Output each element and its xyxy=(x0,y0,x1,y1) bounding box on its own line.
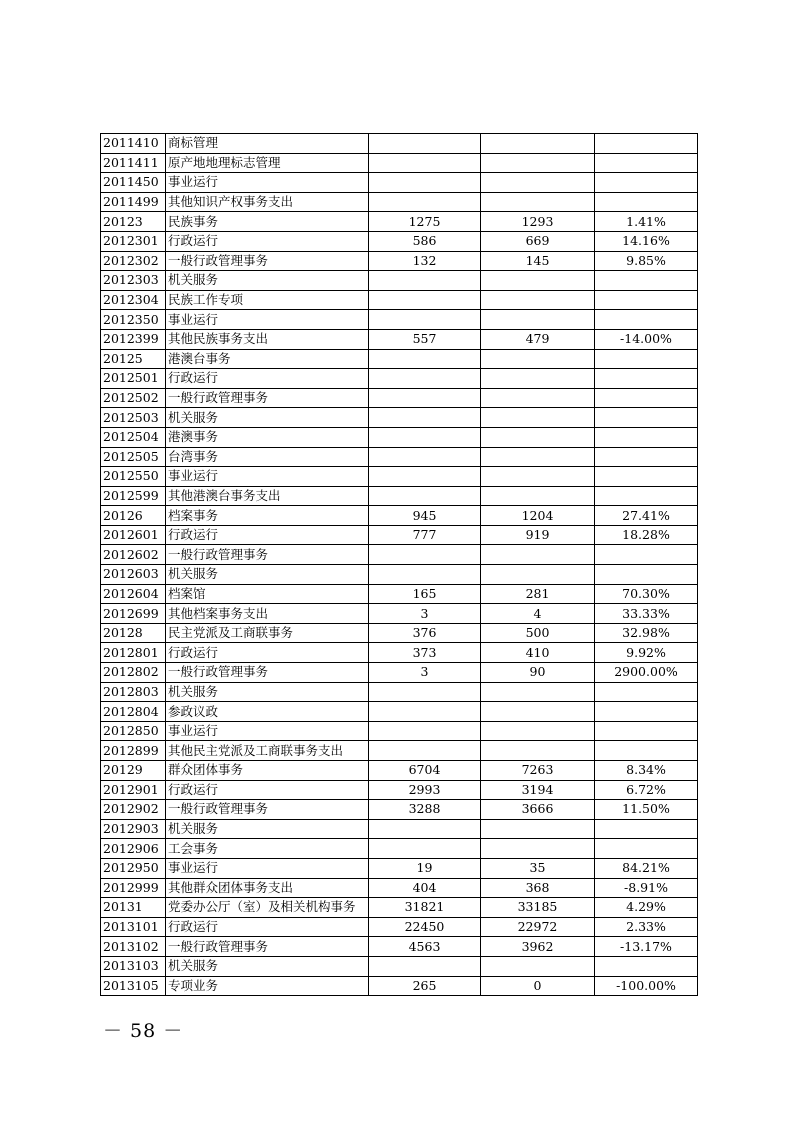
amount-prev-cell xyxy=(369,702,481,722)
item-code-cell: 2012901 xyxy=(101,780,166,800)
amount-prev-cell xyxy=(369,486,481,506)
table-row xyxy=(101,898,698,918)
table-row xyxy=(101,192,698,212)
change-rate-cell: 2.33% xyxy=(595,917,698,937)
amount-prev-cell xyxy=(369,721,481,741)
amount-curr-cell xyxy=(481,369,595,389)
table-row xyxy=(101,349,698,369)
change-rate-cell xyxy=(595,310,698,330)
table-row xyxy=(101,408,698,428)
item-code-cell: 20128 xyxy=(101,623,166,643)
amount-prev-cell xyxy=(369,956,481,976)
table-row xyxy=(101,721,698,741)
item-name-cell: 机关服务 xyxy=(166,565,369,585)
change-rate-cell: 33.33% xyxy=(595,604,698,624)
change-rate-cell xyxy=(595,134,698,154)
table-row xyxy=(101,486,698,506)
amount-prev-cell xyxy=(369,467,481,487)
amount-curr-cell xyxy=(481,408,595,428)
budget-table xyxy=(100,133,698,996)
table-row xyxy=(101,329,698,349)
item-name-cell: 机关服务 xyxy=(166,408,369,428)
table-row xyxy=(101,917,698,937)
change-rate-cell xyxy=(595,682,698,702)
item-code-cell: 2012999 xyxy=(101,878,166,898)
table-row xyxy=(101,369,698,389)
item-code-cell: 2012304 xyxy=(101,290,166,310)
amount-prev-cell: 265 xyxy=(369,976,481,996)
amount-curr-cell xyxy=(481,447,595,467)
item-code-cell: 2012302 xyxy=(101,251,166,271)
item-name-cell: 其他港澳台事务支出 xyxy=(166,486,369,506)
table-row xyxy=(101,604,698,624)
change-rate-cell xyxy=(595,819,698,839)
item-name-cell: 机关服务 xyxy=(166,819,369,839)
table-row xyxy=(101,623,698,643)
item-code-cell: 2012303 xyxy=(101,271,166,291)
amount-curr-cell: 500 xyxy=(481,623,595,643)
item-code-cell: 2012602 xyxy=(101,545,166,565)
change-rate-cell xyxy=(595,545,698,565)
item-name-cell: 事业运行 xyxy=(166,173,369,193)
amount-curr-cell: 368 xyxy=(481,878,595,898)
amount-curr-cell: 919 xyxy=(481,525,595,545)
item-code-cell: 2013103 xyxy=(101,956,166,976)
item-code-cell: 2012850 xyxy=(101,721,166,741)
item-code-cell: 2011450 xyxy=(101,173,166,193)
item-name-cell: 一般行政管理事务 xyxy=(166,800,369,820)
item-code-cell: 2013101 xyxy=(101,917,166,937)
amount-curr-cell xyxy=(481,721,595,741)
amount-prev-cell: 1275 xyxy=(369,212,481,232)
item-name-cell: 党委办公厅（室）及相关机构事务 xyxy=(166,898,369,918)
amount-prev-cell: 586 xyxy=(369,231,481,251)
item-name-cell: 事业运行 xyxy=(166,858,369,878)
amount-curr-cell: 4 xyxy=(481,604,595,624)
item-name-cell: 其他知识产权事务支出 xyxy=(166,192,369,212)
table-row xyxy=(101,506,698,526)
table-row xyxy=(101,290,698,310)
change-rate-cell: 18.28% xyxy=(595,525,698,545)
item-name-cell: 其他民主党派及工商联事务支出 xyxy=(166,741,369,761)
amount-prev-cell: 404 xyxy=(369,878,481,898)
table-row xyxy=(101,153,698,173)
item-name-cell: 机关服务 xyxy=(166,682,369,702)
amount-curr-cell xyxy=(481,545,595,565)
amount-prev-cell xyxy=(369,819,481,839)
amount-curr-cell: 33185 xyxy=(481,898,595,918)
amount-curr-cell: 3962 xyxy=(481,937,595,957)
amount-prev-cell: 945 xyxy=(369,506,481,526)
table-row xyxy=(101,427,698,447)
amount-curr-cell: 3666 xyxy=(481,800,595,820)
amount-prev-cell xyxy=(369,290,481,310)
item-code-cell: 2012906 xyxy=(101,839,166,859)
item-code-cell: 2012950 xyxy=(101,858,166,878)
table-row xyxy=(101,545,698,565)
change-rate-cell xyxy=(595,192,698,212)
item-code-cell: 2011410 xyxy=(101,134,166,154)
amount-curr-cell xyxy=(481,682,595,702)
amount-curr-cell: 669 xyxy=(481,231,595,251)
item-name-cell: 事业运行 xyxy=(166,721,369,741)
item-code-cell: 2012899 xyxy=(101,741,166,761)
change-rate-cell xyxy=(595,467,698,487)
amount-prev-cell: 557 xyxy=(369,329,481,349)
amount-curr-cell: 7263 xyxy=(481,761,595,781)
amount-curr-cell xyxy=(481,819,595,839)
item-code-cell: 2012301 xyxy=(101,231,166,251)
change-rate-cell xyxy=(595,721,698,741)
amount-curr-cell xyxy=(481,467,595,487)
item-code-cell: 20125 xyxy=(101,349,166,369)
amount-prev-cell xyxy=(369,447,481,467)
item-name-cell: 民族工作专项 xyxy=(166,290,369,310)
amount-prev-cell: 165 xyxy=(369,584,481,604)
change-rate-cell: 6.72% xyxy=(595,780,698,800)
amount-curr-cell xyxy=(481,134,595,154)
table-row xyxy=(101,251,698,271)
amount-curr-cell: 1204 xyxy=(481,506,595,526)
table-row xyxy=(101,173,698,193)
amount-curr-cell xyxy=(481,741,595,761)
amount-prev-cell: 19 xyxy=(369,858,481,878)
item-name-cell: 其他群众团体事务支出 xyxy=(166,878,369,898)
table-row xyxy=(101,858,698,878)
amount-prev-cell xyxy=(369,741,481,761)
change-rate-cell xyxy=(595,839,698,859)
item-name-cell: 行政运行 xyxy=(166,525,369,545)
item-code-cell: 20131 xyxy=(101,898,166,918)
table-row xyxy=(101,525,698,545)
page-number: － 58 － xyxy=(103,1020,184,1042)
table-row xyxy=(101,702,698,722)
item-code-cell: 20129 xyxy=(101,761,166,781)
amount-curr-cell: 479 xyxy=(481,329,595,349)
change-rate-cell: 84.21% xyxy=(595,858,698,878)
table-row xyxy=(101,956,698,976)
item-code-cell: 2012803 xyxy=(101,682,166,702)
amount-curr-cell: 90 xyxy=(481,663,595,683)
amount-curr-cell: 22972 xyxy=(481,917,595,937)
item-code-cell: 2012501 xyxy=(101,369,166,389)
table-row xyxy=(101,780,698,800)
item-name-cell: 港澳事务 xyxy=(166,427,369,447)
amount-prev-cell: 777 xyxy=(369,525,481,545)
table-row xyxy=(101,212,698,232)
table-row xyxy=(101,839,698,859)
change-rate-cell: 9.85% xyxy=(595,251,698,271)
item-code-cell: 2013105 xyxy=(101,976,166,996)
table-row xyxy=(101,447,698,467)
amount-curr-cell xyxy=(481,192,595,212)
amount-prev-cell xyxy=(369,192,481,212)
item-code-cell: 2012601 xyxy=(101,525,166,545)
item-name-cell: 一般行政管理事务 xyxy=(166,937,369,957)
change-rate-cell xyxy=(595,427,698,447)
item-name-cell: 档案馆 xyxy=(166,584,369,604)
item-code-cell: 2011411 xyxy=(101,153,166,173)
change-rate-cell xyxy=(595,486,698,506)
item-name-cell: 民族事务 xyxy=(166,212,369,232)
amount-prev-cell xyxy=(369,369,481,389)
amount-prev-cell xyxy=(369,349,481,369)
amount-curr-cell: 281 xyxy=(481,584,595,604)
change-rate-cell xyxy=(595,408,698,428)
change-rate-cell: -13.17% xyxy=(595,937,698,957)
change-rate-cell xyxy=(595,447,698,467)
table-row xyxy=(101,643,698,663)
amount-curr-cell xyxy=(481,427,595,447)
change-rate-cell xyxy=(595,271,698,291)
amount-curr-cell xyxy=(481,153,595,173)
amount-prev-cell: 3288 xyxy=(369,800,481,820)
amount-prev-cell xyxy=(369,427,481,447)
amount-curr-cell: 0 xyxy=(481,976,595,996)
change-rate-cell: 11.50% xyxy=(595,800,698,820)
amount-prev-cell xyxy=(369,134,481,154)
table-row xyxy=(101,937,698,957)
item-name-cell: 商标管理 xyxy=(166,134,369,154)
item-code-cell: 2012802 xyxy=(101,663,166,683)
change-rate-cell xyxy=(595,153,698,173)
table-row xyxy=(101,682,698,702)
item-code-cell: 20123 xyxy=(101,212,166,232)
item-name-cell: 行政运行 xyxy=(166,369,369,389)
item-name-cell: 机关服务 xyxy=(166,271,369,291)
item-name-cell: 其他民族事务支出 xyxy=(166,329,369,349)
amount-prev-cell xyxy=(369,388,481,408)
table-row xyxy=(101,271,698,291)
item-name-cell: 群众团体事务 xyxy=(166,761,369,781)
table-row xyxy=(101,663,698,683)
change-rate-cell xyxy=(595,173,698,193)
amount-prev-cell xyxy=(369,682,481,702)
amount-prev-cell xyxy=(369,408,481,428)
change-rate-cell xyxy=(595,565,698,585)
item-code-cell: 2012599 xyxy=(101,486,166,506)
item-name-cell: 台湾事务 xyxy=(166,447,369,467)
item-code-cell: 2012902 xyxy=(101,800,166,820)
table-row xyxy=(101,310,698,330)
amount-curr-cell xyxy=(481,290,595,310)
item-name-cell: 工会事务 xyxy=(166,839,369,859)
item-code-cell: 2012699 xyxy=(101,604,166,624)
item-code-cell: 2012801 xyxy=(101,643,166,663)
amount-curr-cell xyxy=(481,173,595,193)
table-row xyxy=(101,878,698,898)
amount-prev-cell: 6704 xyxy=(369,761,481,781)
amount-prev-cell: 31821 xyxy=(369,898,481,918)
change-rate-cell: -100.00% xyxy=(595,976,698,996)
amount-prev-cell: 132 xyxy=(369,251,481,271)
item-name-cell: 一般行政管理事务 xyxy=(166,663,369,683)
item-code-cell: 2012504 xyxy=(101,427,166,447)
amount-curr-cell xyxy=(481,349,595,369)
amount-prev-cell xyxy=(369,545,481,565)
amount-prev-cell xyxy=(369,173,481,193)
change-rate-cell: -8.91% xyxy=(595,878,698,898)
amount-prev-cell: 22450 xyxy=(369,917,481,937)
table-row xyxy=(101,741,698,761)
amount-curr-cell xyxy=(481,839,595,859)
amount-curr-cell: 3194 xyxy=(481,780,595,800)
table-row xyxy=(101,565,698,585)
amount-prev-cell xyxy=(369,565,481,585)
item-code-cell: 2012604 xyxy=(101,584,166,604)
amount-prev-cell xyxy=(369,153,481,173)
item-name-cell: 机关服务 xyxy=(166,956,369,976)
table-row xyxy=(101,134,698,154)
table-row xyxy=(101,976,698,996)
item-name-cell: 原产地地理标志管理 xyxy=(166,153,369,173)
item-name-cell: 行政运行 xyxy=(166,643,369,663)
amount-curr-cell xyxy=(481,388,595,408)
item-name-cell: 专项业务 xyxy=(166,976,369,996)
item-code-cell: 20126 xyxy=(101,506,166,526)
table-row xyxy=(101,819,698,839)
item-name-cell: 行政运行 xyxy=(166,917,369,937)
change-rate-cell: 32.98% xyxy=(595,623,698,643)
amount-curr-cell xyxy=(481,310,595,330)
item-code-cell: 2012503 xyxy=(101,408,166,428)
change-rate-cell: 1.41% xyxy=(595,212,698,232)
amount-curr-cell: 145 xyxy=(481,251,595,271)
item-name-cell: 档案事务 xyxy=(166,506,369,526)
change-rate-cell: 2900.00% xyxy=(595,663,698,683)
budget-table-body xyxy=(101,134,698,996)
amount-curr-cell xyxy=(481,702,595,722)
change-rate-cell: 14.16% xyxy=(595,231,698,251)
item-name-cell: 其他档案事务支出 xyxy=(166,604,369,624)
change-rate-cell xyxy=(595,388,698,408)
item-name-cell: 事业运行 xyxy=(166,467,369,487)
change-rate-cell xyxy=(595,349,698,369)
item-name-cell: 一般行政管理事务 xyxy=(166,545,369,565)
change-rate-cell: 27.41% xyxy=(595,506,698,526)
table-row xyxy=(101,800,698,820)
item-name-cell: 民主党派及工商联事务 xyxy=(166,623,369,643)
item-code-cell: 2012603 xyxy=(101,565,166,585)
change-rate-cell: 4.29% xyxy=(595,898,698,918)
item-code-cell: 2012550 xyxy=(101,467,166,487)
amount-prev-cell xyxy=(369,310,481,330)
amount-curr-cell: 410 xyxy=(481,643,595,663)
item-name-cell: 行政运行 xyxy=(166,231,369,251)
amount-curr-cell xyxy=(481,565,595,585)
change-rate-cell: -14.00% xyxy=(595,329,698,349)
amount-prev-cell: 2993 xyxy=(369,780,481,800)
table-row xyxy=(101,231,698,251)
amount-prev-cell xyxy=(369,271,481,291)
item-code-cell: 2012502 xyxy=(101,388,166,408)
amount-curr-cell: 1293 xyxy=(481,212,595,232)
change-rate-cell: 8.34% xyxy=(595,761,698,781)
item-name-cell: 一般行政管理事务 xyxy=(166,388,369,408)
item-code-cell: 2011499 xyxy=(101,192,166,212)
change-rate-cell xyxy=(595,741,698,761)
amount-prev-cell: 373 xyxy=(369,643,481,663)
item-name-cell: 港澳台事务 xyxy=(166,349,369,369)
item-name-cell: 参政议政 xyxy=(166,702,369,722)
item-code-cell: 2012399 xyxy=(101,329,166,349)
table-row xyxy=(101,584,698,604)
item-code-cell: 2012903 xyxy=(101,819,166,839)
change-rate-cell xyxy=(595,702,698,722)
amount-curr-cell xyxy=(481,271,595,291)
item-code-cell: 2012804 xyxy=(101,702,166,722)
amount-prev-cell: 4563 xyxy=(369,937,481,957)
table-row xyxy=(101,388,698,408)
item-name-cell: 行政运行 xyxy=(166,780,369,800)
amount-curr-cell xyxy=(481,956,595,976)
amount-prev-cell: 3 xyxy=(369,604,481,624)
amount-curr-cell xyxy=(481,486,595,506)
item-code-cell: 2012505 xyxy=(101,447,166,467)
change-rate-cell xyxy=(595,369,698,389)
table-row xyxy=(101,467,698,487)
item-code-cell: 2013102 xyxy=(101,937,166,957)
amount-prev-cell: 3 xyxy=(369,663,481,683)
table-row xyxy=(101,761,698,781)
change-rate-cell: 9.92% xyxy=(595,643,698,663)
item-code-cell: 2012350 xyxy=(101,310,166,330)
change-rate-cell: 70.30% xyxy=(595,584,698,604)
item-name-cell: 一般行政管理事务 xyxy=(166,251,369,271)
change-rate-cell xyxy=(595,956,698,976)
amount-prev-cell: 376 xyxy=(369,623,481,643)
amount-curr-cell: 35 xyxy=(481,858,595,878)
amount-prev-cell xyxy=(369,839,481,859)
item-name-cell: 事业运行 xyxy=(166,310,369,330)
change-rate-cell xyxy=(595,290,698,310)
